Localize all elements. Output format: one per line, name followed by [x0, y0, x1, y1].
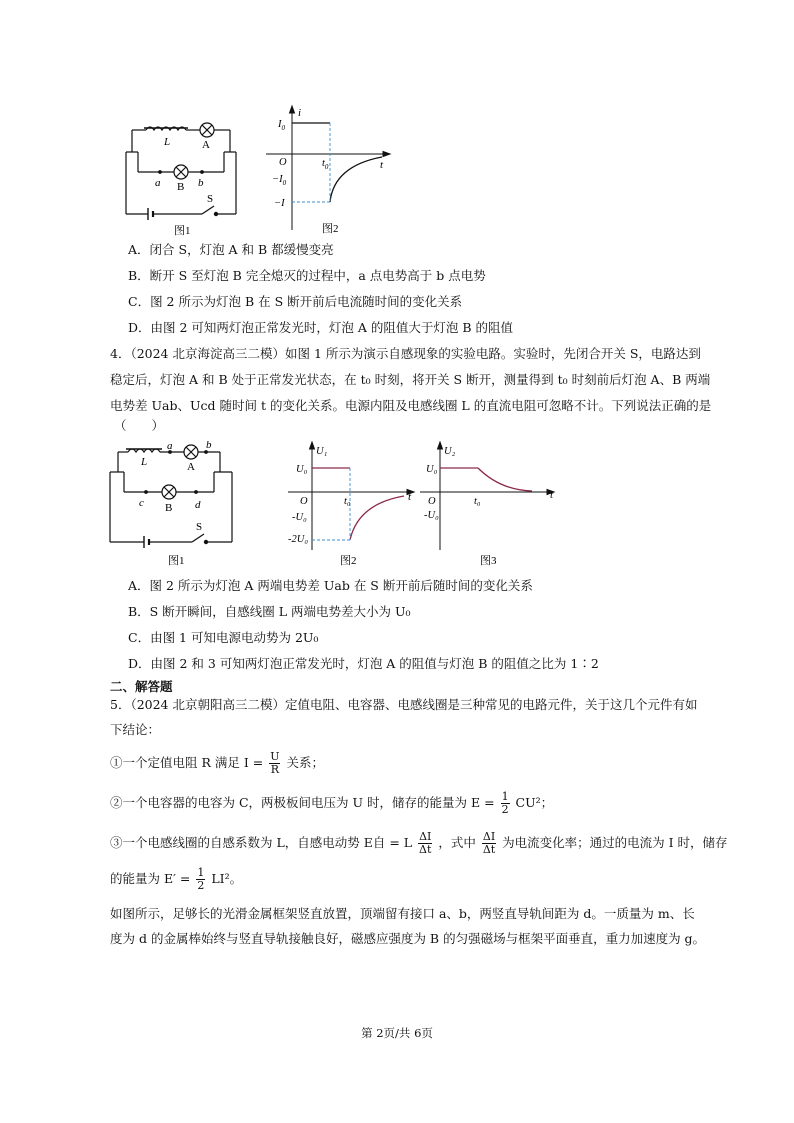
fraction-di-dt-2: $\frac{\Delta I}{\Delta t}$ [482, 830, 496, 856]
q5-stem-line-1: 5．（2024 北京朝阳高三二模）定值电阻、电容器、电感线圈是三种常见的电路元件，关于这几个元件有如 [110, 697, 698, 712]
label-negU0: -U₀ [424, 510, 439, 521]
paragraph-line-2: 度为 d 的金属棒始终与竖直导轨接触良好，磁感应强度为 B 的匀强磁场与框架平面垂直，重力加速度为 g。 [110, 931, 706, 946]
origin-O: O [428, 496, 436, 507]
origin-O: O [300, 496, 308, 507]
conclusion-3-mid: ，式中 [438, 835, 476, 850]
conclusion-3-cont [110, 864, 242, 894]
q4-voltage-graph-2 [418, 438, 560, 568]
label-negI0: $-I_0$ [272, 174, 287, 187]
label-U0: U₀ [426, 464, 438, 475]
axis-U2: U₂ [444, 446, 456, 457]
q3-option-d: D．由图 2 可知两灯泡正常发光时，灯泡 A 的阻值大于灯泡 B 的阻值 [128, 320, 514, 335]
q4-stem-line-4: （ ） [114, 418, 165, 433]
label-L: L [164, 136, 171, 148]
q5-stem-line-2: 下结论： [110, 722, 161, 737]
q3-circuit-figure [122, 118, 240, 238]
label-S: S [207, 193, 214, 205]
conclusion-4-pre: 的能量为 E′ = [110, 871, 191, 886]
figure-caption: 图1 [168, 555, 185, 567]
q3-option-c: C．图 2 所示为灯泡 B 在 S 断开前后电流随时间的变化关系 [128, 294, 463, 309]
q4-circuit-figure [108, 438, 238, 568]
q4-voltage-graph-1 [282, 438, 420, 568]
section-heading: 二、解答题 [110, 679, 173, 694]
label-t0: $t_0$ [322, 158, 329, 171]
paragraph-line-1: 如图所示，足够长的光滑金属框架竖直放置，顶端留有接口 a、b，两竖直导轨间距为 d。一质量为 m、长 [110, 906, 695, 921]
fraction-u-over-r: $\frac{U}{R}$ [270, 750, 280, 776]
label-B: B [177, 181, 185, 193]
conclusion-1 [110, 748, 324, 778]
q4-option-d: D．由图 2 和 3 可知两灯泡正常发光时，灯泡 A 的阻值与灯泡 B 的阻值之比为 1∶2 [128, 656, 599, 671]
q3-current-graph [262, 102, 392, 238]
conclusion-3-pre: ③一个电感线圈的自感系数为 L，自感电动势 E自 = L [110, 835, 413, 850]
figure-caption: 图2 [322, 223, 339, 235]
fraction-di-dt: $\frac{\Delta I}{\Delta t}$ [419, 830, 432, 856]
label-neg2U0: -2U₀ [288, 534, 308, 545]
conclusion-1-post: 关系； [286, 755, 324, 770]
label-L: L [141, 456, 148, 468]
label-a: a [167, 440, 173, 452]
conclusion-3-post: 为电流变化率；通过的电流为 I 时，储存 [502, 835, 728, 850]
q4-option-c: C．由图 1 可知电源电动势为 2U₀ [128, 630, 319, 645]
figure-caption: 图1 [174, 225, 191, 237]
axis-t: t [550, 489, 554, 501]
axis-i: i [298, 107, 302, 119]
origin-O: O [279, 157, 287, 168]
fraction-one-half: $\frac{1}{2}$ [501, 790, 509, 816]
label-negI: −I [274, 198, 285, 209]
q4-stem-line-1: 4．（2024 北京海淀高三二模）如图 1 所示为演示自感现象的实验电路。实验时，先闭合开关 S，电路达到 [110, 346, 701, 361]
label-I0: $I_0$ [278, 119, 285, 132]
q3-option-b: B．断开 S 至灯泡 B 完全熄灭的过程中，a 点电势高于 b 点电势 [128, 268, 486, 283]
label-c: c [139, 497, 144, 509]
conclusion-2-post: CU²； [515, 795, 554, 810]
conclusion-1-pre: ①一个定值电阻 R 满足 I = [110, 755, 264, 770]
label-a: a [155, 177, 161, 189]
figure-caption: 图2 [340, 555, 357, 567]
q4-stem-line-2: 稳定后，灯泡 A 和 B 处于正常发光状态，在 t₀ 时刻，将开关 S 断开，测量得到 t₀ 时刻前后灯泡 A、B 两端 [110, 372, 711, 387]
figure-caption: 图3 [480, 555, 497, 567]
axis-t: t [408, 491, 412, 503]
label-b: b [198, 177, 204, 189]
axis-t: t [380, 159, 384, 171]
label-d: d [195, 499, 201, 511]
conclusion-4-post: LI²。 [211, 871, 243, 886]
q3-option-a: A．闭合 S，灯泡 A 和 B 都缓慢变亮 [128, 242, 334, 257]
page-footer: 第 2页/共 6页 [361, 1026, 433, 1040]
q4-option-a: A．图 2 所示为灯泡 A 两端电势差 Uab 在 S 断开前后随时间的变化关系 [128, 578, 533, 593]
conclusion-2-pre: ②一个电容器的电容为 C，两极板间电压为 U 时，储存的能量为 E = [110, 795, 495, 810]
label-A: A [202, 139, 210, 151]
label-B: B [165, 502, 173, 514]
axis-U1: U₁ [316, 446, 328, 457]
conclusion-3 [110, 828, 728, 858]
label-A: A [187, 461, 195, 473]
q4-option-b: B．S 断开瞬间，自感线圈 L 两端电势差大小为 U₀ [128, 604, 411, 619]
q4-stem-line-3: 电势差 Uab、Ucd 随时间 t 的变化关系。电源内阻及电感线圈 L 的直流电阻可忽略不计。下列说法正确的是 [110, 398, 712, 413]
fraction-one-half-2: $\frac{1}{2}$ [197, 866, 205, 892]
label-U0: U₀ [296, 464, 308, 475]
label-t0: t₀ [474, 496, 481, 507]
label-t0: t₀ [344, 496, 351, 507]
label-S: S [196, 521, 203, 533]
conclusion-2 [110, 788, 553, 818]
label-negU0: -U₀ [292, 512, 307, 523]
label-b: b [206, 439, 212, 451]
